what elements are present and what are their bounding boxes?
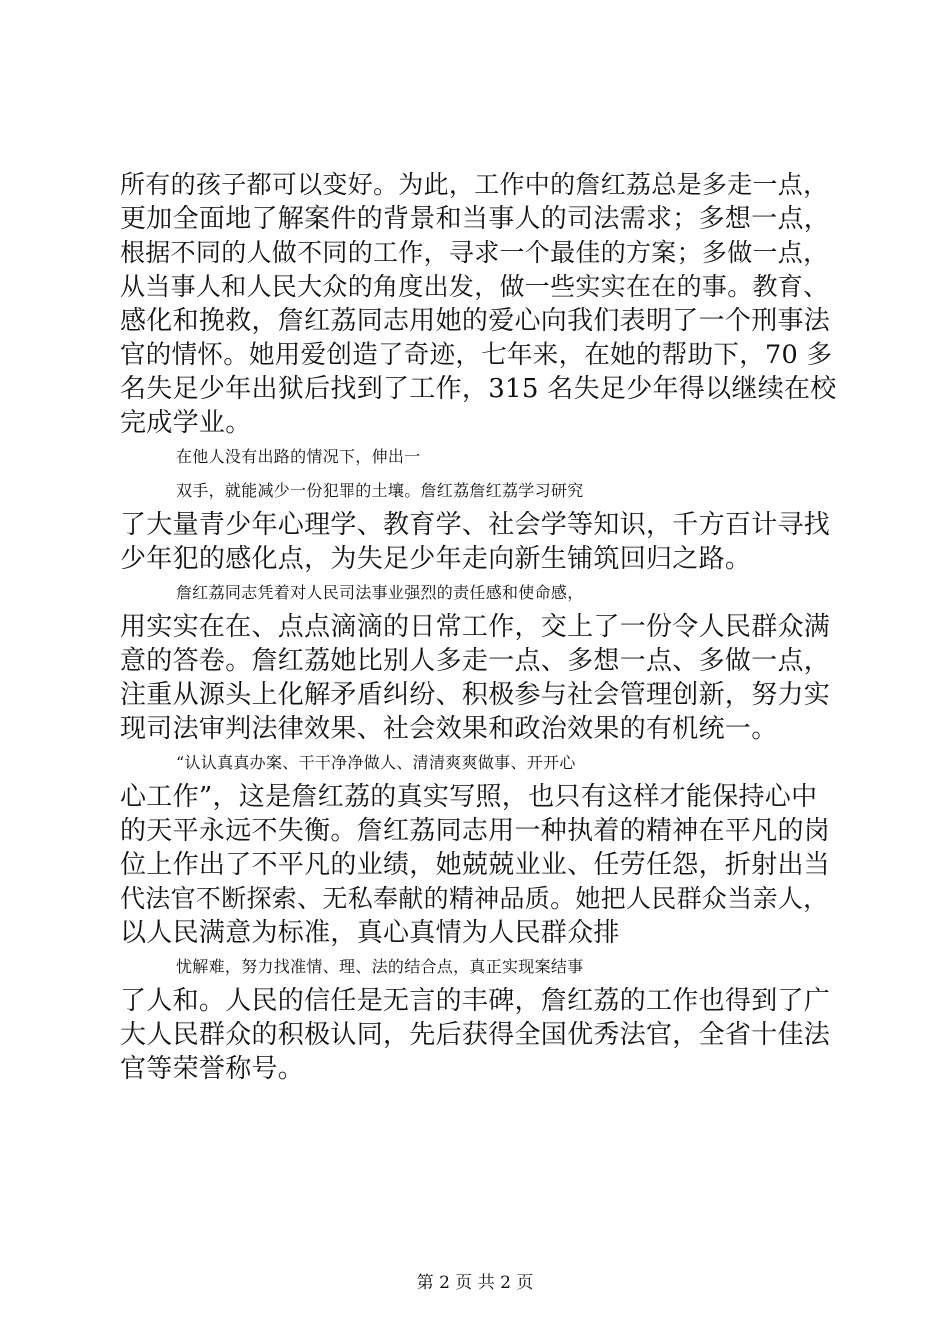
text-line: 意的答卷。詹红荔她比别人多走一点、多想一点、多做一点， [120, 646, 831, 676]
text-line: 感化和挽救，詹红荔同志用她的爱心向我们表明了一个刑事法 [120, 306, 831, 336]
text-line: 的天平永远不失衡。詹红荔同志用一种执着的精神在平凡的岗 [120, 816, 831, 846]
text-line: 大人民群众的积极认同，先后获得全国优秀法官，全省十佳法 [120, 1020, 831, 1050]
text-line: 所有的孩子都可以变好。为此，工作中的詹红荔总是多走一点， [120, 170, 829, 199]
text-line: 了大量青少年心理学、教育学、社会学等知识，千方百计寻找 [120, 510, 831, 540]
text-line: 根据不同的人做不同的工作，寻求一个最佳的方案；多做一点， [120, 238, 829, 267]
text-line: 詹红荔同志凭着对人民司法事业强烈的责任感和使命感， [176, 583, 584, 602]
text-line: 名失足少年出狱后找到了工作，315 名失足少年得以继续在校 [120, 374, 837, 404]
body-text [120, 168, 840, 1086]
text-line: 用实实在在、点点滴滴的日常工作，交上了一份令人民群众满 [120, 612, 831, 642]
text-line: 完成学业。 [120, 408, 252, 438]
text-line: 注重从源头上化解矛盾纠纷、积极参与社会管理创新，努力实 [120, 680, 831, 710]
text-line: 现司法审判法律效果、社会效果和政治效果的有机统一。 [120, 714, 778, 744]
text-line: 官等荣誉称号。 [120, 1054, 305, 1084]
text-line: 在他人没有出路的情况下，伸出一 [176, 447, 421, 466]
text-line: 官的情怀。她用爱创造了奇迹，七年来，在她的帮助下，70 多 [120, 340, 833, 370]
text-line: 少年犯的感化点，为失足少年走向新生铺筑回归之路。 [120, 544, 752, 574]
text-line: 忧解难，努力找准情、理、法的结合点，真正实现案结事 [176, 957, 584, 976]
text-line: 代法官不断探索、无私奉献的精神品质。她把人民群众当亲人， [120, 884, 829, 913]
text-line: 以人民满意为标准，真心真情为人民群众排 [120, 918, 620, 948]
text-line: 了人和。人民的信任是无言的丰碑，詹红荔的工作也得到了广 [120, 986, 831, 1016]
text-line: 双手，就能减少一份犯罪的土壤。詹红荔詹红荔学习研究 [176, 481, 584, 500]
text-line: 心工作”，这是詹红荔的真实写照，也只有这样才能保持心中 [120, 782, 818, 812]
text-line: 更加全面地了解案件的背景和当事人的司法需求；多想一点， [120, 204, 831, 234]
text-line: “认认真真办案、干干净净做人、清清爽爽做事、开开心 [176, 753, 576, 772]
text-line: 从当事人和人民大众的角度出发，做一些实实在在的事。教育、 [120, 272, 829, 301]
text-line: 位上作出了不平凡的业绩，她兢兢业业、任劳任怨，折射出当 [120, 850, 831, 880]
page-footer: 第 2 页 共 2 页 [416, 1273, 534, 1293]
